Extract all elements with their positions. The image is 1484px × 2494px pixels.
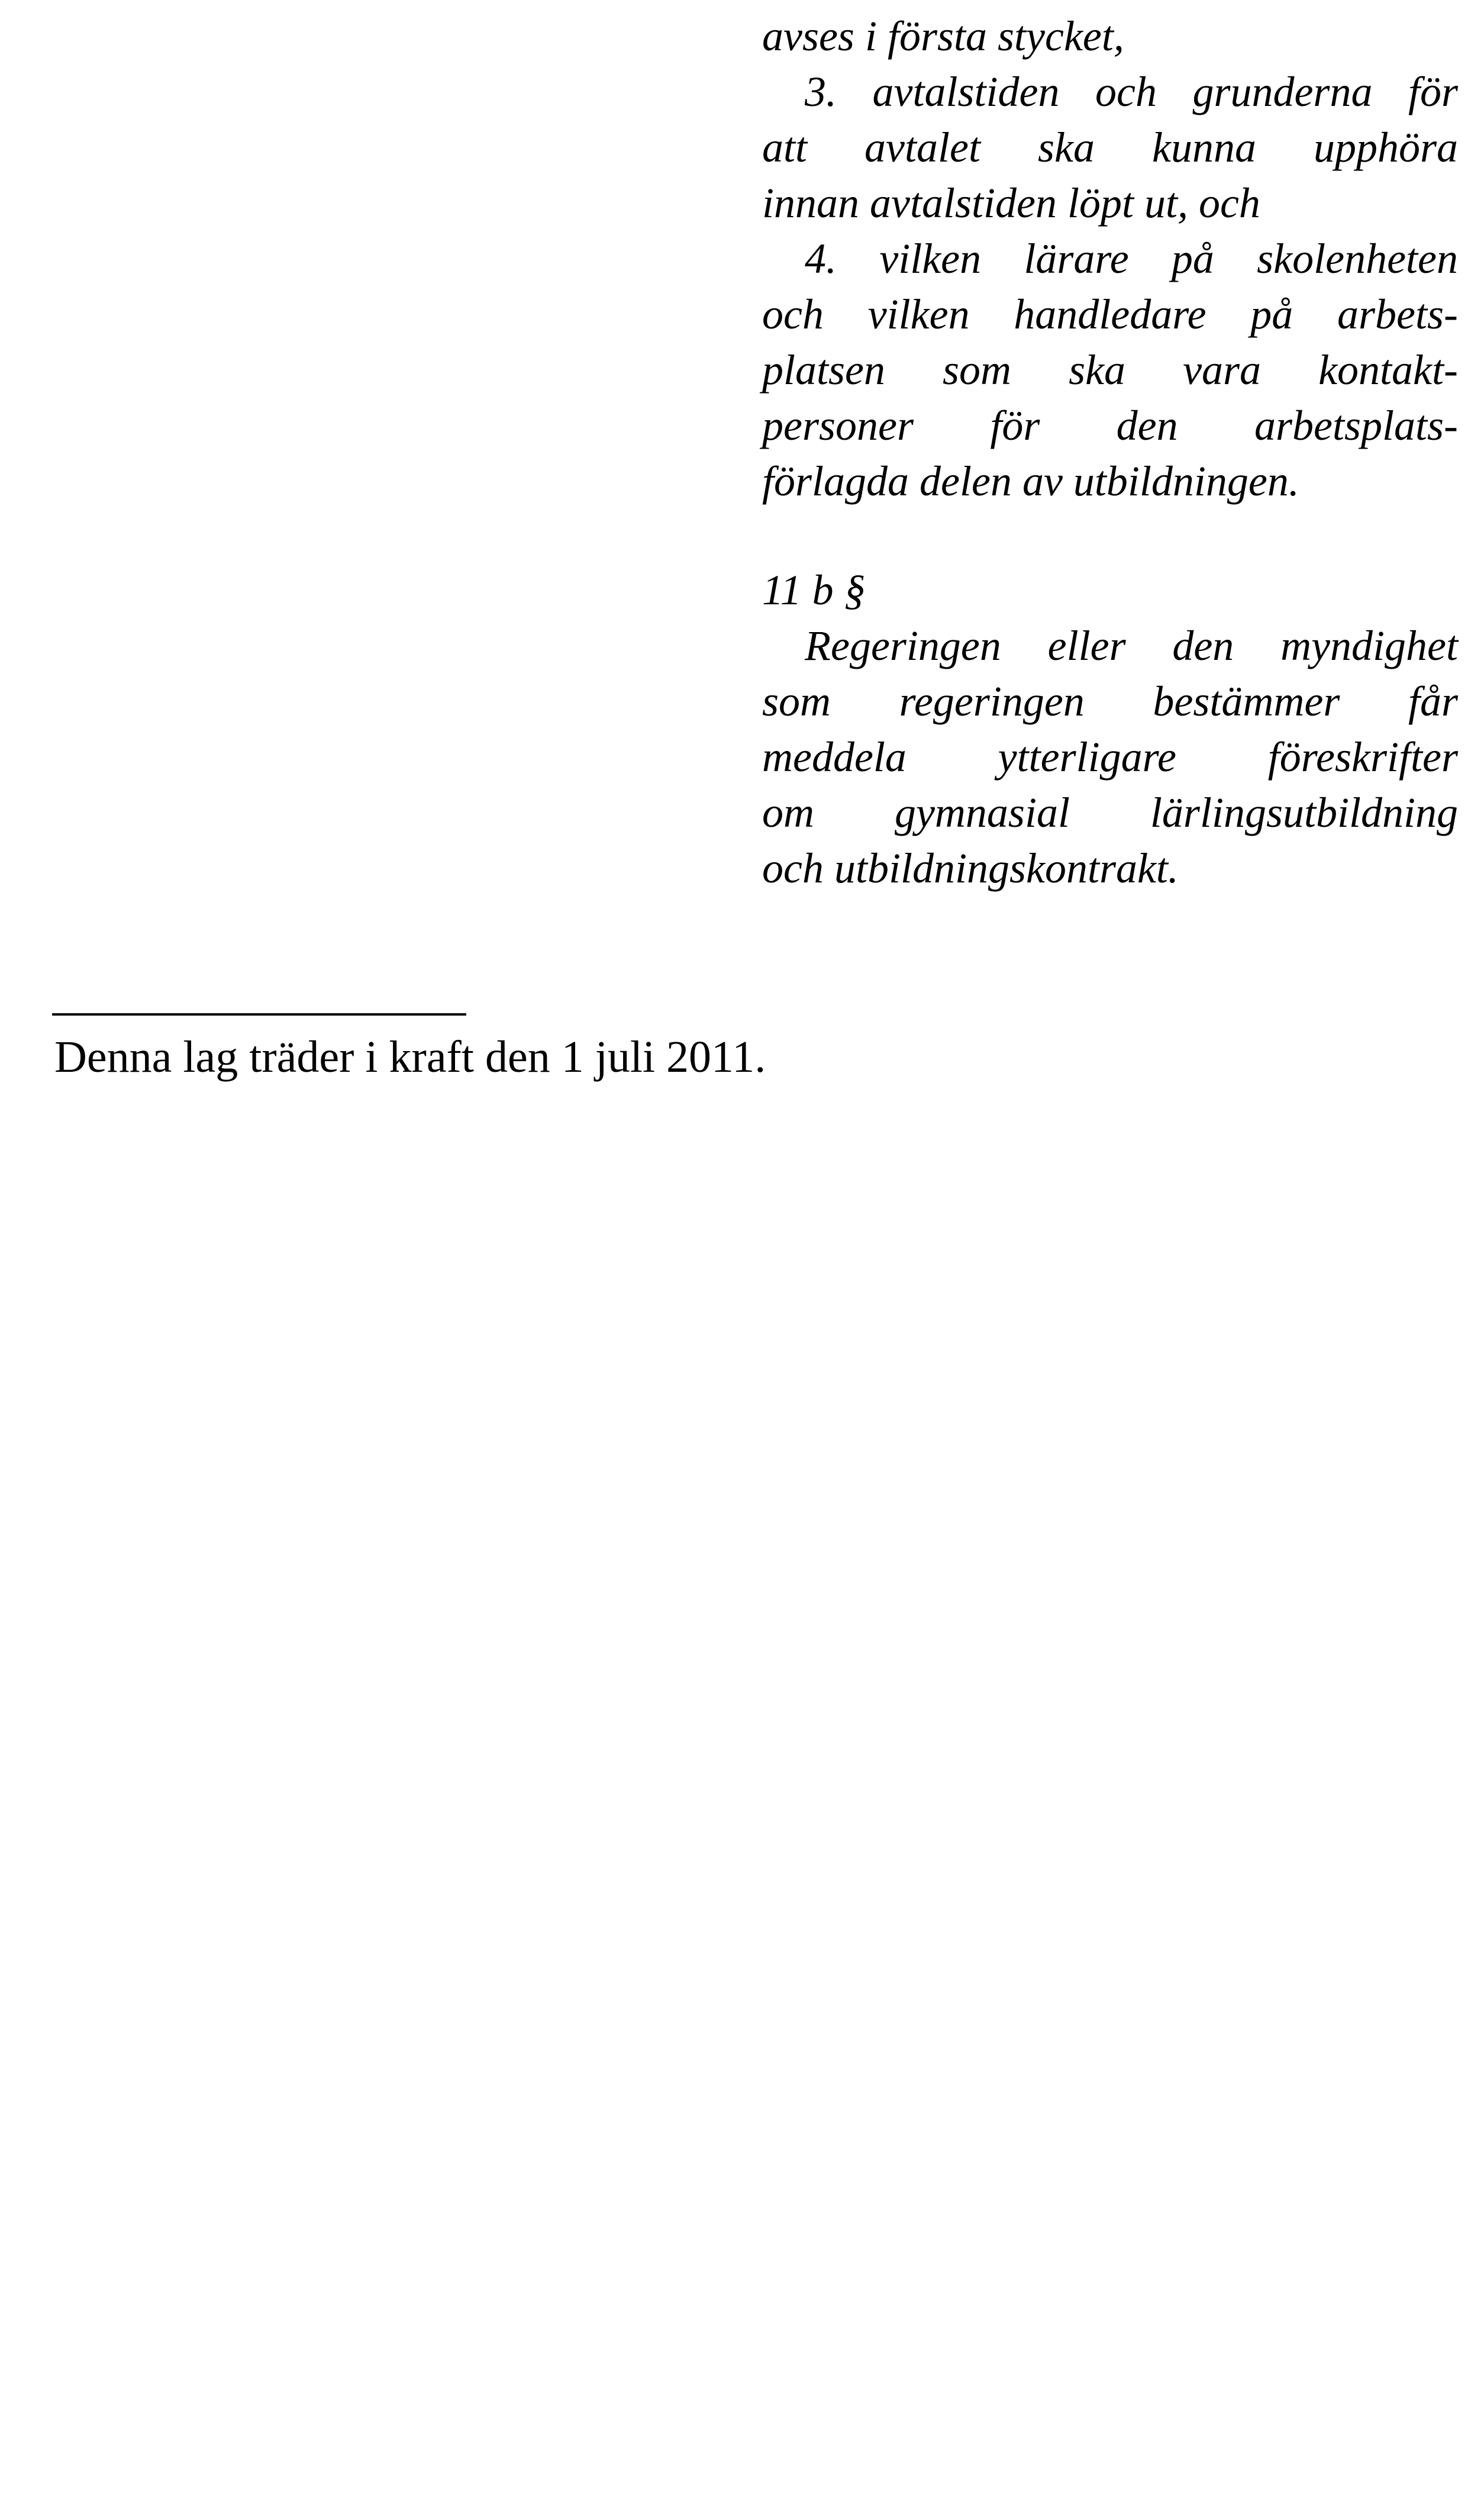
section-text-line: som regeringen bestämmer får [762, 678, 1458, 725]
text-line: personer för den arbetsplats- [762, 402, 1458, 449]
section-text-line: och utbildningskontrakt. [762, 845, 1179, 892]
list-item-4-line: 4. vilken lärare på skolenheten [805, 235, 1458, 282]
text-line: platsen som ska vara kontakt- [762, 346, 1458, 394]
text-line: avses i första stycket, [762, 12, 1124, 60]
footnote-text: Denna lag träder i kraft den 1 juli 2011. [54, 1032, 766, 1082]
section-heading: 11 b § [762, 566, 866, 614]
text-line: att avtalet ska kunna upphöra [762, 124, 1458, 171]
text-line: innan avtalstiden löpt ut, och [762, 179, 1260, 227]
list-item-3-line: 3. avtalstiden och grunderna för [805, 68, 1458, 115]
amended-text-column [762, 8, 1458, 896]
footnote-divider [52, 1013, 466, 1016]
text-line: och vilken handledare på arbets- [762, 291, 1458, 338]
text-line: förlagda delen av utbildningen. [762, 457, 1299, 505]
section-text-line: meddela ytterligare föreskrifter [762, 733, 1458, 781]
section-text-line: om gymnasial lärlingsutbildning [762, 789, 1458, 836]
section-text-line: Regeringen eller den myndighet [805, 622, 1458, 669]
